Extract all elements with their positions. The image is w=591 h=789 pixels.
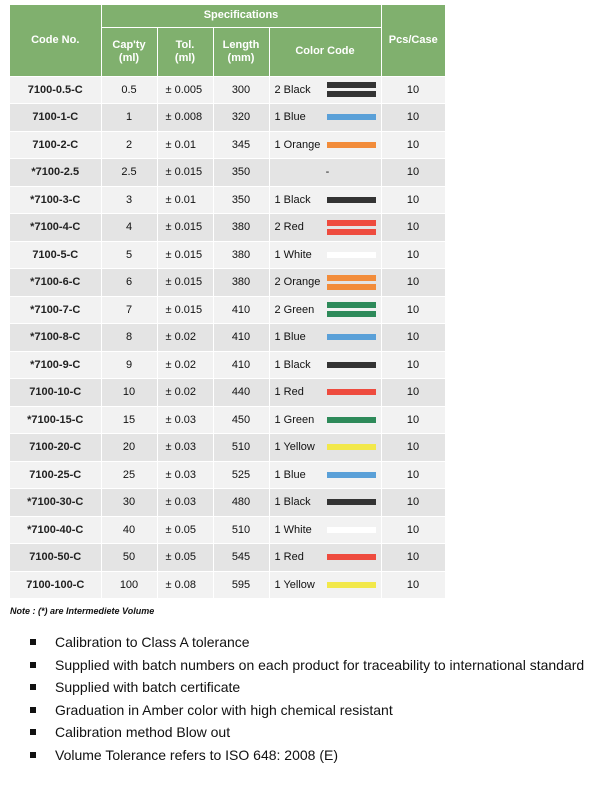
table-row: [10, 406, 445, 434]
table-row: [10, 571, 445, 599]
tolerance-cell: ± 0.02: [157, 324, 213, 352]
length-cell: 480: [213, 489, 269, 517]
header-specifications: Specifications: [101, 5, 381, 27]
tolerance-cell: ± 0.015: [157, 296, 213, 324]
color-code-text: 1 Yellow: [274, 578, 315, 591]
code-no-cell: 7100-100-C: [10, 571, 101, 599]
color-code-text: 1 Blue: [274, 111, 306, 124]
feature-list-item: [29, 654, 589, 677]
capacity-cell: 40: [101, 516, 157, 544]
pcs-per-case-cell: 10: [381, 489, 445, 517]
color-code-text: 1 Green: [274, 413, 315, 426]
code-no-cell: 7100-2-C: [10, 131, 101, 159]
color-code-cell: [269, 571, 381, 599]
pcs-per-case-cell: 10: [381, 131, 445, 159]
code-no-cell: *7100-7-C: [10, 296, 101, 324]
capacity-cell: 6: [101, 269, 157, 297]
table-row: [10, 269, 445, 297]
length-cell: 510: [213, 434, 269, 462]
color-code-cell: [269, 406, 381, 434]
pcs-per-case-cell: 10: [381, 516, 445, 544]
color-stripe: [327, 311, 376, 317]
code-no-cell: *7100-4-C: [10, 214, 101, 242]
color-stripe-swatch: [327, 417, 376, 423]
tolerance-cell: ± 0.03: [157, 489, 213, 517]
length-cell: 300: [213, 76, 269, 104]
code-no-cell: *7100-3-C: [10, 186, 101, 214]
length-cell: 510: [213, 516, 269, 544]
color-code-text: 1 Black: [274, 193, 311, 206]
length-cell: 380: [213, 214, 269, 242]
tolerance-cell: ± 0.03: [157, 406, 213, 434]
square-bullet-icon: [30, 707, 36, 713]
capacity-cell: 4: [101, 214, 157, 242]
length-cell: 380: [213, 241, 269, 269]
color-code-text: 1 Red: [274, 551, 304, 564]
color-stripe: [327, 284, 376, 290]
capacity-cell: 7: [101, 296, 157, 324]
length-cell: 380: [213, 269, 269, 297]
color-stripe-swatch: [327, 472, 376, 478]
capacity-cell: 25: [101, 461, 157, 489]
color-stripe: [327, 362, 376, 368]
color-code-cell: [269, 104, 381, 132]
color-code-text: 1 White: [274, 523, 312, 536]
color-code-cell: [269, 379, 381, 407]
tolerance-cell: ± 0.015: [157, 214, 213, 242]
length-cell: 450: [213, 406, 269, 434]
color-code-cell: [269, 186, 381, 214]
table-row: [10, 489, 445, 517]
color-code-text: 1 Blue: [274, 331, 306, 344]
color-stripe: [327, 142, 376, 148]
header-pcs-case: Pcs/Case: [381, 5, 445, 76]
feature-text: Volume Tolerance refers to ISO 648: 2008 (E): [55, 746, 339, 763]
color-stripe: [327, 229, 376, 235]
feature-text: Graduation in Amber color with high chemical resistant: [55, 701, 393, 718]
specifications-table: [10, 5, 446, 599]
color-stripe-swatch: [327, 554, 376, 560]
code-no-cell: 7100-20-C: [10, 434, 101, 462]
color-code-cell: [269, 241, 381, 269]
tolerance-cell: ± 0.05: [157, 516, 213, 544]
color-code-cell: [269, 461, 381, 489]
capacity-cell: 100: [101, 571, 157, 599]
color-code-cell: [269, 214, 381, 242]
capacity-cell: 30: [101, 489, 157, 517]
color-stripe-swatch: [327, 334, 376, 340]
table-row: [10, 186, 445, 214]
pcs-per-case-cell: 10: [381, 159, 445, 187]
header-length: Length (mm): [213, 27, 269, 76]
code-no-cell: 7100-10-C: [10, 379, 101, 407]
length-cell: 440: [213, 379, 269, 407]
color-code-cell: [269, 351, 381, 379]
color-stripe: [327, 197, 376, 203]
code-no-cell: *7100-15-C: [10, 406, 101, 434]
pcs-per-case-cell: 10: [381, 104, 445, 132]
tolerance-cell: ± 0.03: [157, 461, 213, 489]
color-code-text: 1 Orange: [274, 138, 321, 151]
pcs-per-case-cell: 10: [381, 76, 445, 104]
capacity-cell: 3: [101, 186, 157, 214]
code-no-cell: 7100-25-C: [10, 461, 101, 489]
feature-list-item: [29, 631, 589, 654]
tolerance-cell: ± 0.05: [157, 544, 213, 572]
tolerance-cell: ± 0.015: [157, 269, 213, 297]
table-row: [10, 241, 445, 269]
length-cell: 525: [213, 461, 269, 489]
header-color-code: Color Code: [269, 27, 381, 76]
color-code-text: 2 Green: [274, 303, 315, 316]
length-cell: 345: [213, 131, 269, 159]
square-bullet-icon: [30, 662, 36, 668]
color-code-text: 1 Black: [274, 496, 311, 509]
feature-text: Supplied with batch certificate: [55, 679, 241, 696]
table-row: [10, 544, 445, 572]
pcs-per-case-cell: 10: [381, 241, 445, 269]
color-code-text: 2 Red: [274, 221, 304, 234]
color-stripe-swatch: [327, 220, 376, 235]
capacity-cell: 20: [101, 434, 157, 462]
code-no-cell: *7100-2.5: [10, 159, 101, 187]
tolerance-cell: ± 0.03: [157, 434, 213, 462]
feature-text: Supplied with batch numbers on each product for traceability to international standard: [55, 656, 585, 673]
table-row: [10, 434, 445, 462]
color-stripe-swatch: [327, 499, 376, 505]
color-stripe-swatch: [327, 252, 376, 258]
length-cell: 410: [213, 351, 269, 379]
table-row: [10, 461, 445, 489]
pcs-per-case-cell: 10: [381, 379, 445, 407]
pcs-per-case-cell: 10: [381, 296, 445, 324]
color-stripe-swatch: [327, 362, 376, 368]
color-code-cell: [269, 516, 381, 544]
color-stripe-swatch: [327, 527, 376, 533]
color-stripe: [327, 114, 376, 120]
square-bullet-icon: [30, 639, 36, 645]
color-stripe: [327, 417, 376, 423]
pcs-per-case-cell: 10: [381, 406, 445, 434]
tolerance-cell: ± 0.02: [157, 351, 213, 379]
tolerance-cell: ± 0.008: [157, 104, 213, 132]
intermediate-volume-note: Note : (*) are Intermediete Volume: [10, 606, 155, 616]
pcs-per-case-cell: 10: [381, 324, 445, 352]
pcs-per-case-cell: 10: [381, 269, 445, 297]
tolerance-cell: ± 0.01: [157, 131, 213, 159]
code-no-cell: 7100-50-C: [10, 544, 101, 572]
pcs-per-case-cell: 10: [381, 544, 445, 572]
color-code-cell: [269, 324, 381, 352]
color-code-cell: [269, 489, 381, 517]
square-bullet-icon: [30, 752, 36, 758]
table-row: [10, 296, 445, 324]
color-stripe: [327, 582, 376, 588]
color-stripe: [327, 444, 376, 450]
length-cell: 350: [213, 186, 269, 214]
pcs-per-case-cell: 10: [381, 571, 445, 599]
capacity-cell: 1: [101, 104, 157, 132]
tolerance-cell: ± 0.08: [157, 571, 213, 599]
code-no-cell: 7100-0.5-C: [10, 76, 101, 104]
table-row: [10, 351, 445, 379]
color-stripe-swatch: [327, 582, 376, 588]
color-code-cell: [269, 296, 381, 324]
color-stripe-swatch: [327, 82, 376, 97]
table-row: [10, 379, 445, 407]
color-code-cell: [269, 434, 381, 462]
header-tolerance: Tol. (ml): [157, 27, 213, 76]
length-cell: 410: [213, 324, 269, 352]
code-no-cell: *7100-30-C: [10, 489, 101, 517]
table-row: [10, 104, 445, 132]
code-no-cell: 7100-1-C: [10, 104, 101, 132]
feature-text: Calibration to Class A tolerance: [55, 634, 250, 650]
color-stripe-swatch: [327, 389, 376, 395]
table-body: [10, 76, 445, 599]
pcs-per-case-cell: 10: [381, 461, 445, 489]
tolerance-cell: ± 0.01: [157, 186, 213, 214]
table-row: [10, 159, 445, 187]
table-row: [10, 131, 445, 159]
color-stripe: [327, 91, 376, 97]
pcs-per-case-cell: 10: [381, 351, 445, 379]
color-code-text: -: [325, 166, 330, 179]
header-capacity: Cap'ty (ml): [101, 27, 157, 76]
feature-list-item: [29, 744, 589, 767]
capacity-cell: 10: [101, 379, 157, 407]
color-stripe: [327, 472, 376, 478]
tolerance-cell: ± 0.02: [157, 379, 213, 407]
color-stripe-swatch: [327, 275, 376, 290]
code-no-cell: *7100-9-C: [10, 351, 101, 379]
color-stripe: [327, 554, 376, 560]
code-no-cell: *7100-8-C: [10, 324, 101, 352]
feature-list-item: [29, 699, 589, 722]
color-stripe-swatch: [327, 302, 376, 317]
color-stripe-swatch: [327, 444, 376, 450]
color-stripe: [327, 527, 376, 533]
capacity-cell: 9: [101, 351, 157, 379]
feature-list: [29, 631, 589, 767]
tolerance-cell: ± 0.015: [157, 159, 213, 187]
capacity-cell: 5: [101, 241, 157, 269]
color-stripe: [327, 499, 376, 505]
capacity-cell: 2: [101, 131, 157, 159]
table-row: [10, 324, 445, 352]
color-code-text: 2 Black: [274, 83, 311, 96]
color-stripe: [327, 389, 376, 395]
color-code-cell: [269, 131, 381, 159]
color-code-text: 1 Yellow: [274, 441, 315, 454]
feature-list-item: [29, 676, 589, 699]
capacity-cell: 50: [101, 544, 157, 572]
length-cell: 320: [213, 104, 269, 132]
color-code-text: 1 Red: [274, 386, 304, 399]
color-code-text: 1 White: [274, 248, 312, 261]
pcs-per-case-cell: 10: [381, 214, 445, 242]
tolerance-cell: ± 0.005: [157, 76, 213, 104]
length-cell: 595: [213, 571, 269, 599]
color-code-cell: [269, 544, 381, 572]
color-code-cell: [269, 76, 381, 104]
capacity-cell: 8: [101, 324, 157, 352]
color-code-cell: [269, 159, 381, 187]
square-bullet-icon: [30, 684, 36, 690]
table-row: [10, 76, 445, 104]
table-row: [10, 516, 445, 544]
color-code-text: 1 Black: [274, 358, 311, 371]
pcs-per-case-cell: 10: [381, 186, 445, 214]
code-no-cell: *7100-40-C: [10, 516, 101, 544]
pcs-per-case-cell: 10: [381, 434, 445, 462]
capacity-cell: 0.5: [101, 76, 157, 104]
color-stripe-swatch: [327, 114, 376, 120]
length-cell: 350: [213, 159, 269, 187]
length-cell: 410: [213, 296, 269, 324]
color-stripe-swatch: [327, 197, 376, 203]
code-no-cell: *7100-6-C: [10, 269, 101, 297]
square-bullet-icon: [30, 729, 36, 735]
capacity-cell: 2.5: [101, 159, 157, 187]
color-stripe: [327, 252, 376, 258]
tolerance-cell: ± 0.015: [157, 241, 213, 269]
header-code-no: Code No.: [10, 5, 101, 76]
color-code-cell: [269, 269, 381, 297]
length-cell: 545: [213, 544, 269, 572]
code-no-cell: 7100-5-C: [10, 241, 101, 269]
color-stripe-swatch: [327, 142, 376, 148]
color-stripe: [327, 334, 376, 340]
color-code-text: 1 Blue: [274, 468, 306, 481]
color-code-text: 2 Orange: [274, 276, 321, 289]
table-row: [10, 214, 445, 242]
feature-list-item: [29, 721, 589, 744]
feature-text: Calibration method Blow out: [55, 724, 231, 741]
capacity-cell: 15: [101, 406, 157, 434]
